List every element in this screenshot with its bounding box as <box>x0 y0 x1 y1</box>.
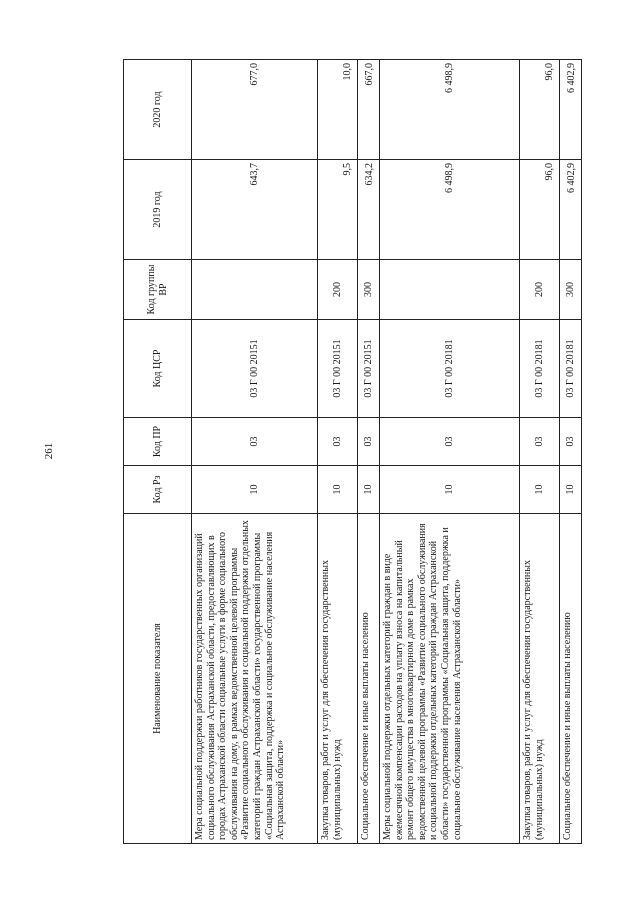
header-2019: 2019 год <box>124 160 192 260</box>
row-pr: 03 <box>520 418 560 466</box>
header-pr: Код ПР <box>124 418 192 466</box>
row-vr <box>192 260 318 320</box>
row-rz: 10 <box>520 466 560 514</box>
page-number: 261 <box>43 442 55 460</box>
row-name: Меры социальной поддержки отдельных категорий граждан в виде ежемесячной компенсации расходов на уплату взноса на капитальный ремонт общего имущества в многоквартирном доме в рамках ведомственной целевой программы «Развитие социального обслуживания и социальной поддержки отдельных категорий граждан Астраханской области» государственной программы «Социальная защита, поддержка и социальное обслуживание населения Астраханской области» <box>380 514 520 844</box>
table-row <box>192 60 318 844</box>
row-2019: 6 498,9 <box>380 160 520 260</box>
row-name: Социальное обеспечение и иные выплаты населению <box>560 514 582 844</box>
table-row <box>560 60 582 844</box>
row-vr: 200 <box>520 260 560 320</box>
header-2020: 2020 год <box>124 60 192 160</box>
row-pr: 03 <box>318 418 358 466</box>
row-2020: 6 498,9 <box>380 60 520 160</box>
table-header-row <box>124 60 192 844</box>
row-2020: 96,0 <box>520 60 560 160</box>
row-name: Закупка товаров, работ и услуг для обеспечения государственных (муниципальных) нужд <box>520 514 560 844</box>
row-2019: 634,2 <box>358 160 380 260</box>
row-rz: 10 <box>358 466 380 514</box>
row-rz: 10 <box>192 466 318 514</box>
budget-table <box>123 59 582 844</box>
row-vr <box>380 260 520 320</box>
row-2019: 6 402,9 <box>560 160 582 260</box>
table-row <box>318 60 358 844</box>
row-vr: 200 <box>318 260 358 320</box>
row-vr: 300 <box>560 260 582 320</box>
table-row <box>380 60 520 844</box>
row-2019: 9,5 <box>318 160 358 260</box>
row-2020: 6 402,9 <box>560 60 582 160</box>
row-pr: 03 <box>560 418 582 466</box>
row-2019: 96,0 <box>520 160 560 260</box>
header-name: Наименование показателя <box>124 514 192 844</box>
row-csr: 03 Г 00 20181 <box>560 320 582 418</box>
row-name: Закупка товаров, работ и услуг для обеспечения государственных (муниципальных) нужд <box>318 514 358 844</box>
row-pr: 03 <box>358 418 380 466</box>
table-row <box>358 60 380 844</box>
header-rz: Код Рз <box>124 466 192 514</box>
row-csr: 03 Г 00 20151 <box>192 320 318 418</box>
table-row <box>520 60 560 844</box>
row-2020: 667,0 <box>358 60 380 160</box>
row-rz: 10 <box>318 466 358 514</box>
row-2020: 677,0 <box>192 60 318 160</box>
header-vr: Код группы ВР <box>124 260 192 320</box>
row-2019: 643,7 <box>192 160 318 260</box>
row-csr: 03 Г 00 20151 <box>318 320 358 418</box>
row-csr: 03 Г 00 20181 <box>520 320 560 418</box>
row-csr: 03 Г 00 20181 <box>380 320 520 418</box>
row-pr: 03 <box>380 418 520 466</box>
row-rz: 10 <box>380 466 520 514</box>
row-2020: 10,0 <box>318 60 358 160</box>
row-csr: 03 Г 00 20151 <box>358 320 380 418</box>
row-vr: 300 <box>358 260 380 320</box>
row-name: Социальное обеспечение и иные выплаты населению <box>358 514 380 844</box>
row-name: Мера социальной поддержки работников государственных организаций социального обслуживания Астраханской области, предоставляющих в городах Астраханской области социальные услуги в форме социального обслуживания на дому, в рамках ведомственной целевой программы «Развитие социального обслуживания и социальной поддержки отдельных категорий граждан Астраханской области» государственной программы «Социальная защита, поддержка и социальное обслуживание населения Астраханской области» <box>192 514 318 844</box>
header-csr: Код ЦСР <box>124 320 192 418</box>
rotated-table-container <box>123 60 578 844</box>
row-rz: 10 <box>560 466 582 514</box>
row-pr: 03 <box>192 418 318 466</box>
